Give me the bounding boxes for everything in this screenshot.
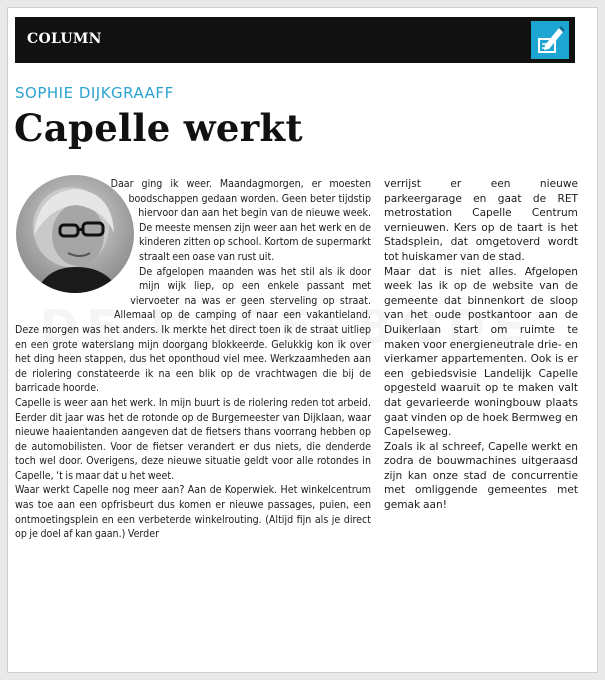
right-column — [384, 177, 578, 513]
paragraph: verrijst er een nieuwe parkeergarage en gaat de RET metrostation Capelle Centrum vernieuwen. Kers op de taart is het Stadsplein, dat omgetoverd wordt tot huiskamer van de stad. — [384, 178, 578, 263]
author-name: SOPHIE DIJKGRAAFF — [15, 84, 174, 102]
paragraph: Capelle is weer aan het werk. In mijn buurt is de riolering reden tot arbeid. Eerder dit jaar was het de rotonde op de Burgemeester van Dijklaan, waar nieuwe haaientanden aangeven dat de fietsers thans voorrang hebben op de automobilisten. Voor de fietser verandert er dus niets, die denderde toch wel door. Overigens, deze nieuwe situatie geldt voor alle rotondes in Capelle, ‘t is maar dat u het weet. — [15, 396, 371, 482]
paragraph: Maar dat is niet alles. Afgelopen week las ik op de website van de gemeente dat binnenkort de sloop van het oude postkantoor aan de Duikerlaan start om ruimte te maken voor energieneutrale drie- en vierkamer appartementen. Ook is er een gebiedsvisie Landelijk Capelle opgesteld waaruit op te maken valt dat gevarieerde woningbouw plaats gaat vinden op de hoek Bermweg en Capelseweg. — [384, 265, 578, 439]
paragraph: Daar ging ik weer. Maandagmorgen, er moesten boodschappen gedaan worden. Geen beter tijdstip hiervoor dan aan het begin van de nieuwe week. De meeste mensen zijn weer aan het werk en de kinderen zitten op school. Kortom de supermarkt straalt een oase van rust uit. — [110, 178, 371, 263]
paragraph: De afgelopen maanden was het stil als ik door mijn wijk liep, op een enkele passant met viervoeter na was er geen sterveling op straat. Allemaal op de camping of naar een vakantieland. Deze morgen was het anders. Ik merkte het direct toen ik de straat uitliep en een grote waterslang mijn doorgang blokkeerde. Gelukkig kon ik over het ding heen stappen, dus het oponthoud viel mee. Werkzaamheden aan de riolering constateerde ik na een blik op de vrachtwagen die bij de barricade hoorde. — [15, 265, 371, 395]
pen-paper-icon — [531, 21, 569, 59]
paragraph: Waar werkt Capelle nog meer aan? Aan de Koperwiek. Het winkelcentrum was toe aan een opfrisbeurt dus komen er nieuwe passages, puien, een ontmoetingsplein en een verbeterde winkelrouting. (Altijd fijn als je direct op je doel af kan gaan.) Verder — [15, 484, 371, 541]
article-title: Capelle werkt — [14, 106, 303, 150]
left-column — [15, 177, 371, 657]
column-header-bar — [15, 17, 575, 63]
paragraph: Zoals ik al schreef, Capelle werkt en zodra de bouwmachines uitgeraasd zijn kan onze stad de concurrentie met omliggende gemeentes met gemak aan! — [384, 440, 578, 512]
section-label: COLUMN — [27, 31, 102, 47]
